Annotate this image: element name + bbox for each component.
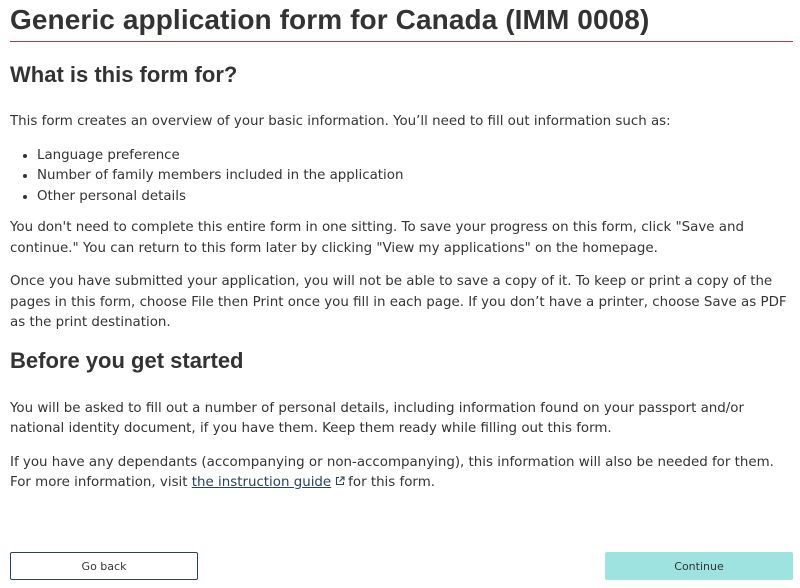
save-progress-paragraph: You don't need to complete this entire form in one sitting. To save your progress on this form, click "Save and continue." You can return to this form later by clicking "View my applications" on the homepage. <box>10 220 744 256</box>
intro-paragraph: This form creates an overview of your basic information. You’ll need to fill out information such as: <box>10 114 671 129</box>
list-item: • Other personal details <box>37 187 793 208</box>
external-link-icon <box>335 476 345 486</box>
continue-button[interactable] <box>605 552 793 580</box>
personal-details-paragraph: You will be asked to fill out a number of personal details, including information found on your passport and/or national identity document, if you have them. Keep them ready while filling out this form. <box>10 400 745 436</box>
dependants-text: If you have any dependants (accompanying or non-accompanying), this information will also be needed for them. For more information, visit <box>10 454 774 490</box>
dependants-paragraph <box>10 453 793 494</box>
dependants-text-end: for this form. <box>348 475 435 490</box>
instruction-guide-link[interactable] <box>192 475 348 490</box>
info-list <box>10 146 793 208</box>
go-back-label: Go back <box>81 559 127 573</box>
continue-label: Continue <box>674 559 724 573</box>
print-copy-paragraph: Once you have submitted your application, you will not be able to save a copy of it. To keep or print a copy of the pages in this form, choose File then Print once you fill in each page. If you don’t have a printer, choose Save as PDF as the print destination. <box>10 274 787 330</box>
section-heading-form-purpose: What is this form for? <box>10 62 238 87</box>
list-item: • Number of family members included in the application <box>37 166 793 187</box>
list-item: • Language preference <box>37 146 793 167</box>
page-content <box>10 0 793 494</box>
go-back-button[interactable] <box>10 552 198 580</box>
title-divider <box>10 41 793 42</box>
page-title: Generic application form for Canada (IMM 0008) <box>10 4 650 35</box>
instruction-guide-link-text: the instruction guide <box>191 475 332 490</box>
section-heading-before-started: Before you get started <box>10 347 244 373</box>
